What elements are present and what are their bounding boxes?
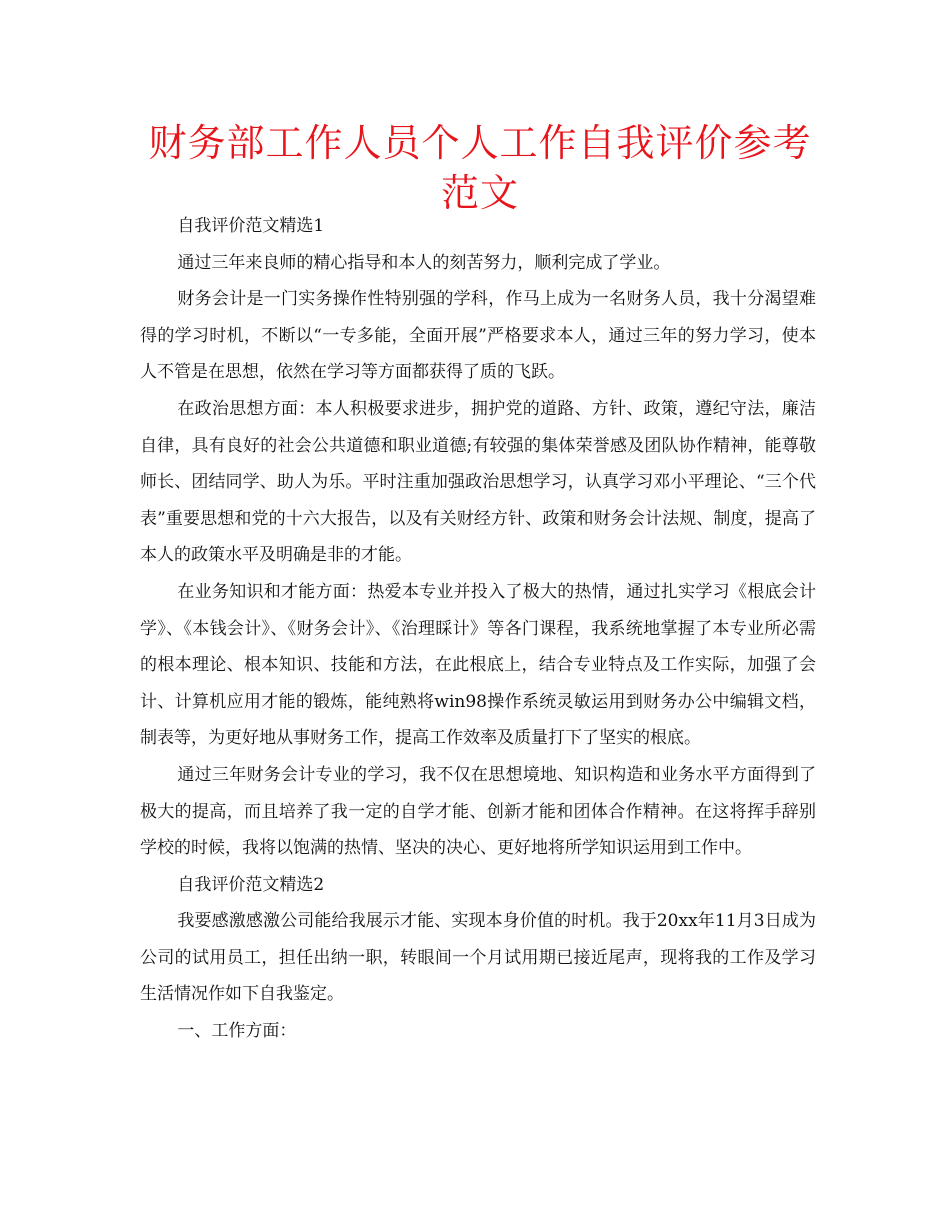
subsection-heading: 一、工作方面： xyxy=(177,1021,297,1042)
paragraph: 通过三年财务会计专业的学习，我不仅在思想境地、知识构造和业务水平方面得到了极大的提高，而且培养了我一定的自学才能、创新才能和团体合作精神。在这将挥手辞别学校的时候，我将以饱满的热情、坚决的决心、更好地将所学知识运用到工作中。 xyxy=(140,764,816,859)
paragraph: 财务会计是一门实务操作性特别强的学科，作马上成为一名财务人员，我十分渴望难得的学习时机，不断以“一专多能，全面开展”严格要求本人，通过三年的努力学习，使本人不管是在思想，依然在学习等方面都获得了质的飞跃。 xyxy=(140,289,816,383)
section-heading: 自我评价范文精选1 xyxy=(177,216,325,236)
section-heading: 自我评价范文精选2 xyxy=(177,874,325,895)
paragraph: 在政治思想方面：本人积极要求进步，拥护党的道路、方针、政策，遵纪守法，廉洁自律，具有良好的社会公共道德和职业道德;有较强的集体荣誉感及团队协作精神，能尊敬师长、团结同学、助人为乐。平时注重加强政治思想学习，认真学习邓小平理论、“三个代表”重要思想和党的十六大报告，以及有关财经方针、政策和财务会计法规、制度，提高了本人的政策水平及明确是非的才能。 xyxy=(140,398,816,566)
document-title: 财务部工作人员个人工作自我评价参考范文 xyxy=(148,121,812,215)
paragraph: 我要感激感激公司能给我展示才能、实现本身价值的时机。我于20xx年11月3日成为公司的试用员工，担任出纳一职，转眼间一个月试用期已接近尾声，现将我的工作及学习生活情况作如下自我鉴定。 xyxy=(140,911,816,1005)
paragraph: 通过三年来良师的精心指导和本人的刻苦努力，顺利完成了学业。 xyxy=(177,252,671,273)
paragraph: 在业务知识和才能方面：热爱本专业并投入了极大的热情，通过扎实学习《根底会计学》、《本钱会计》、《财务会计》、《治理睬计》等各门课程，我系统地掌握了本专业所必需的根本理论、根本知识、技能和方法，在此根底上，结合专业特点及工作实际，加强了会计、计算机应用才能的锻炼，能纯熟将win98操作系统灵敏运用到财务办公中编辑文档，制表等，为更好地从事财务工作，提高工作效率及质量打下了坚实的根底。 xyxy=(140,581,816,749)
document-body xyxy=(140,208,816,1050)
